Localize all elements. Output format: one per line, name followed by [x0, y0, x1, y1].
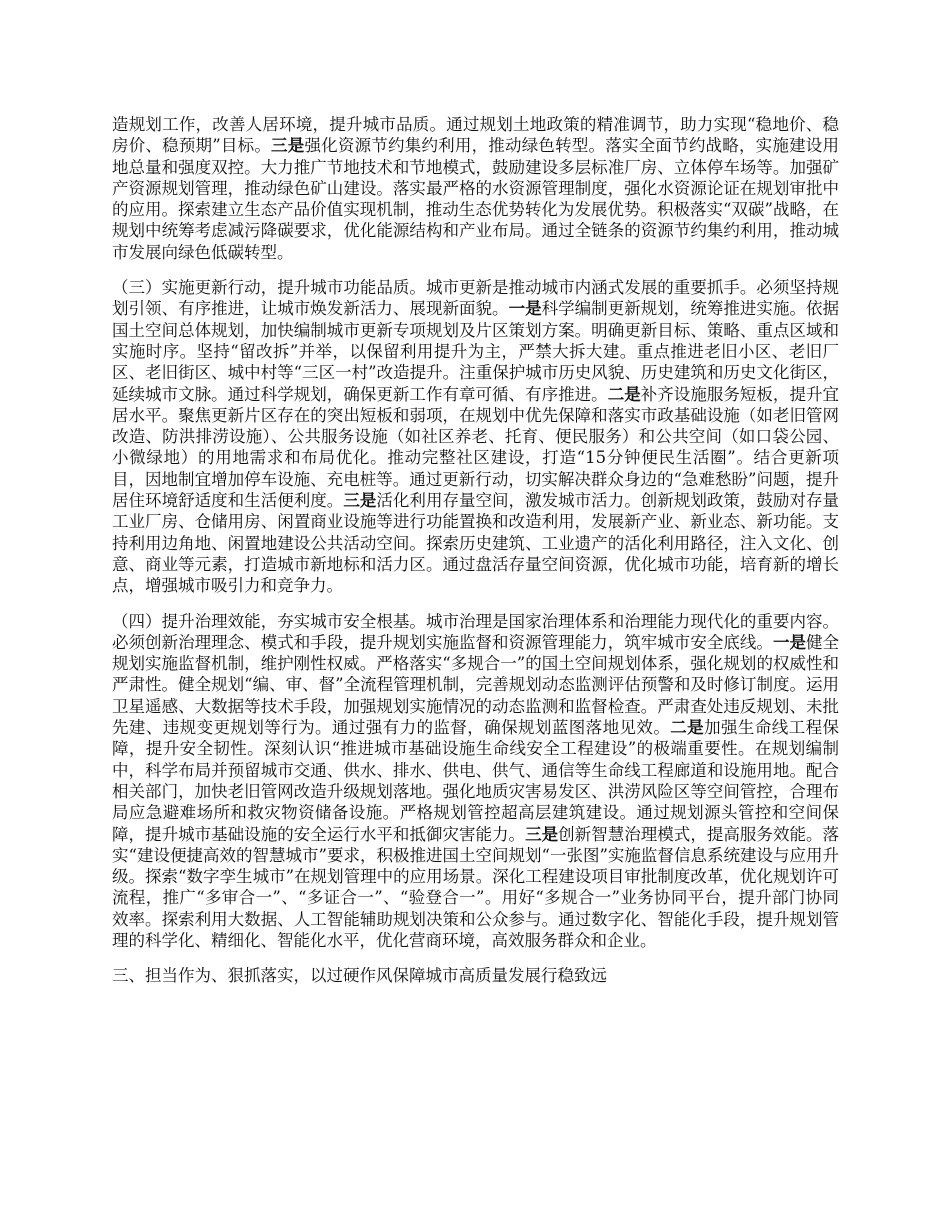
paragraph-text: 创新智慧治理模式，提高服务效能。落实“建设便捷高效的智慧城市”要求，积极推进国土空间规划“一张图”实施监督信息系统建设与应用升级。探索“数字孪生城市”在规划管理中的应用场景。深化工程建设项目审批制度改革，优化规划许可流程，推广“多审合一”、“多证合一”、“验登合一”。用好“多规合一”业务协同平台，提升部门协同效率。探索利用大数据、人工智能辅助规划决策和公众参与。通过数字化、智能化手段，提升规划管理的科学化、精细化、智能化水平，优化营商环境，高效服务群众和企业。	[112, 824, 840, 950]
point-marker: 一是	[772, 632, 806, 652]
point-marker: 三是	[271, 136, 305, 156]
section-heading: 三、担当作为、狠抓落实，以过硬作风保障城市高质量发展行稳致远	[112, 966, 607, 986]
paragraph-text: 活化利用存量空间，激发城市活力。创新规划政策，鼓励对存量工业厂房、仓储用房、闲置商业设施等进行功能置换和改造利用，发展新产业、新业态、新功能。支持利用边角地、闲置地建设公共活动空间。探索历史建筑、工业遗产的活化利用路径，注入文化、创意、商业等元素，打造城市新地标和活力区。通过盘活存量空间资源，优化城市功能，培育新的增长点，增强城市吸引力和竞争力。	[112, 491, 840, 596]
paragraph-governance-efficiency	[112, 611, 839, 952]
paragraph-text: （三）实施更新行动，提升城市功能品质。城市更新是推动城市内涵式发展的重要抓手。必须坚持规划引领、有序推进，让城市焕发新活力、展现新面貌。	[112, 278, 839, 319]
paragraph-text: 健全规划实施监督机制，维护刚性权威。严格落实“多规合一”的国土空间规划体系，强化规划的权威性和严肃性。健全规划“编、审、督”全流程管理机制，完善规划动态监测评估预警和及时修订制度。运用卫星遥感、大数据等技术手段，加强规划实施情况的动态监测和监督检查。严肃查处违反规划、未批先建、违规变更规划等行为。通过强有力的监督，确保规划蓝图落地见效。	[112, 632, 840, 738]
paragraph-resource-conservation	[112, 114, 839, 263]
paragraph-text: 造规划工作，改善人居环境，提升城市品质。通过规划土地政策的精准调节，助力实现“稳地价、稳房价、稳预期”目标。	[112, 115, 839, 156]
paragraph-text: 强化资源节约集约利用，推动绿色转型。落实全面节约战略，实施建设用地总量和强度双控。大力推广节地技术和节地模式，鼓励建设多层标准厂房、立体停车场等。加强矿产资源规划管理，推动绿色矿山建设。落实最严格的水资源管理制度，强化水资源论证在规划审批中的应用。探索建立生态产品价值实现机制，推动生态优势转化为发展优势。积极落实“双碳”战略，在规划中统筹考虑减污降碳要求，优化能源结构和产业布局。通过全链条的资源节约集约利用，推动城市发展向绿色低碳转型。	[112, 136, 840, 262]
point-marker: 一是	[508, 299, 542, 319]
paragraph-text: 加强生命线工程保障，提升安全韧性。深刻认识“推进城市基础设施生命线安全工程建设”的极端重要性。在规划编制中，科学布局并预留城市交通、供水、排水、供电、供气、通信等生命线工程廊道和设施用地。配合相关部门，加快老旧管网改造升级规划落地。强化地质灾害易发区、洪涝风险区等空间管控，合理布局应急避难场所和救灾物资储备设施。严格规划管控超高层建筑建设。通过规划源头管控和空间保障，提升城市基础设施的安全运行水平和抵御灾害能力。	[112, 718, 840, 844]
paragraph-text: 科学编制更新规划，统筹推进实施。依据国土空间总体规划，加快编制城市更新专项规划及片区策划方案。明确更新目标、策略、重点区域和实施时序。坚持“留改拆”并举，以保留利用提升为主，严禁大拆大建。重点推进老旧小区、老旧厂区、老旧街区、城中村等“三区一村”改造提升。注重保护城市历史风貌、历史建筑和历史文化街区，延续城市文脉。通过科学规划，确保更新工作有章可循、有序推进。	[112, 299, 840, 404]
paragraph-text: 补齐设施服务短板，提升宜居水平。聚焦更新片区存在的突出短板和弱项，在规划中优先保障和落实市政基础设施（如老旧管网改造、防洪排涝设施）、公共服务设施（如社区养老、托育、便民服务）和公共空间（如口袋公园、小微绿地）的用地需求和布局优化。推动完整社区建设，打造“15分钟便民生活圈”。结合更新项目，因地制宜增加停车设施、充电桩等。通过更新行动，切实解决群众身边的“急难愁盼”问题，提升居住环境舒适度和生活便利度。	[112, 384, 840, 511]
point-marker: 二是	[607, 384, 641, 404]
document-body	[112, 114, 839, 987]
point-marker: 三是	[525, 824, 559, 844]
point-marker: 三是	[343, 491, 377, 511]
paragraph-text: （四）提升治理效能，夯实城市安全根基。城市治理是国家治理体系和治理能力现代化的重要内容。必须创新治理理念、模式和手段，提升规划实施监督和资源管理能力，筑牢城市安全底线。	[112, 611, 839, 652]
paragraph-urban-renewal	[112, 277, 839, 596]
point-marker: 二是	[670, 718, 705, 738]
